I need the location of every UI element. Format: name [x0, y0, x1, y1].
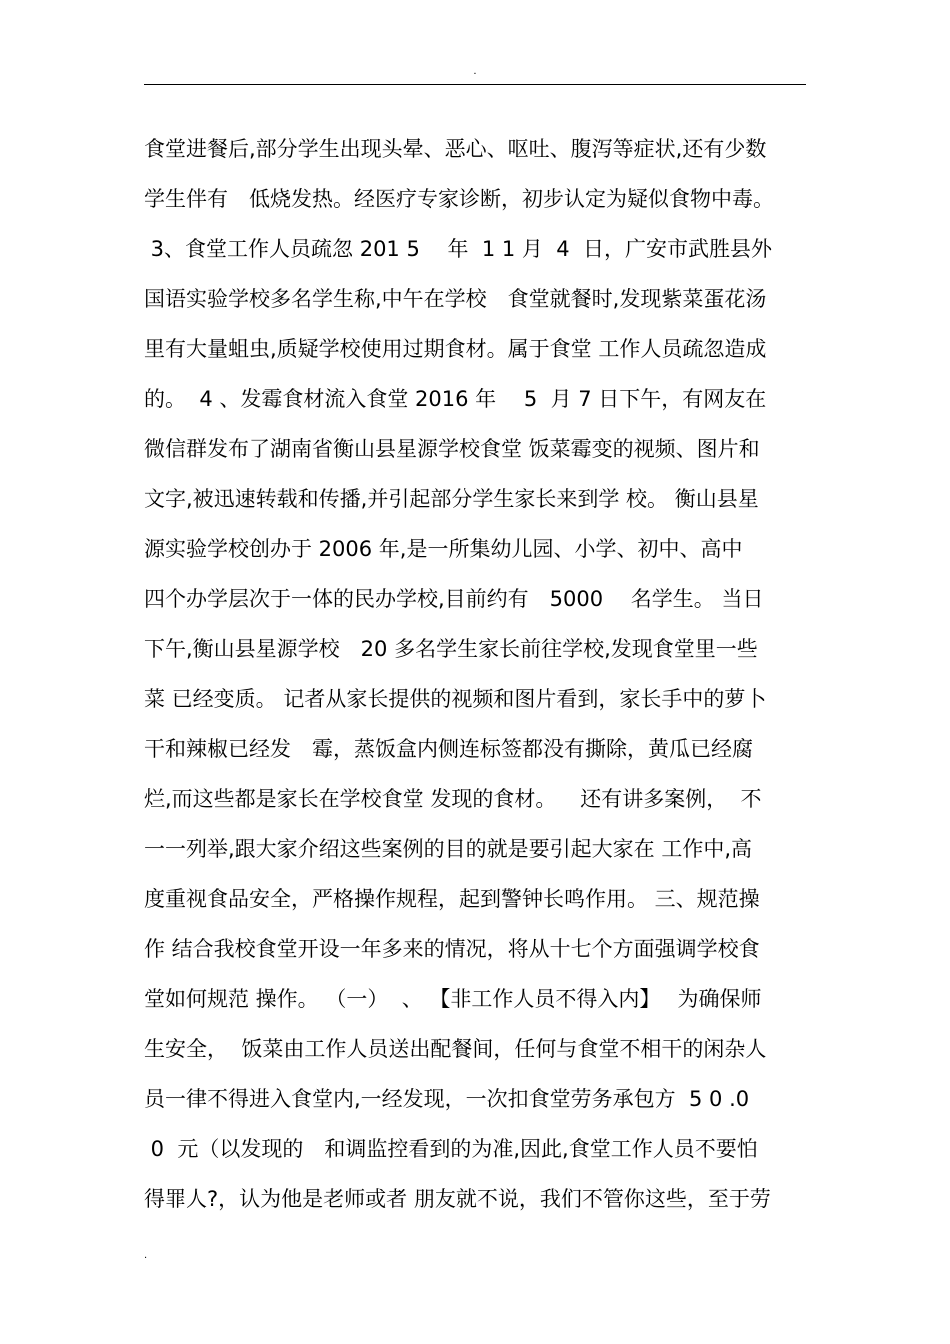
- text-line: 员一律不得进入食堂内,一经发现，一次扣食堂劳务承包方 5 0 .0: [144, 1087, 750, 1111]
- text-line: 烂,而这些都是家长在学校食堂 发现的食材。 还有讲多案例， 不: [144, 787, 762, 811]
- text-line: 下午,衡山县星源学校 20 多名学生家长前往学校,发现食堂里一些: [144, 637, 758, 661]
- text-line: 文字,被迅速转载和传播,并引起部分学生家长来到学 校。 衡山县星: [144, 487, 759, 511]
- text-line: 一一列举,跟大家介绍这些案例的目的就是要引起大家在 工作中,高: [144, 837, 753, 861]
- document-body: [144, 124, 844, 1224]
- text-line: 四个办学层次于一体的民办学校,目前约有 5000 名学生。 当日: [144, 587, 764, 611]
- text-line: 学生伴有 低烧发热。经医疗专家诊断，初步认定为疑似食物中毒。: [144, 187, 774, 211]
- page-header-mark: .: [473, 66, 477, 77]
- text-line: 的。 4 、发霉食材流入食堂 2016 年 5 月 7 日下午，有网友在: [144, 387, 767, 411]
- text-line: 微信群发布了湖南省衡山县星源学校食堂 饭菜霉变的视频、图片和: [144, 437, 760, 461]
- text-line: 菜 已经变质。 记者从家长提供的视频和图片看到，家长手中的萝卜: [144, 687, 767, 711]
- text-line: 堂如何规范 操作。 （一） 、 【非工作人员不得入内】 为确保师: [144, 987, 762, 1011]
- text-line: 干和辣椒已经发 霉，蒸饭盒内侧连标签都没有撕除，黄瓜已经腐: [144, 737, 753, 761]
- text-line: 国语实验学校多名学生称,中午在学校 食堂就餐时,发现紫菜蛋花汤: [144, 287, 767, 311]
- text-line: 3、食堂工作人员疏忽 201 5 年 1 1 月 4 日，广安市武胜县外: [144, 237, 772, 261]
- text-line: 度重视食品安全，严格操作规程，起到警钟长鸣作用。 三、规范操: [144, 887, 760, 911]
- text-line: 生安全， 饭菜由工作人员送出配餐间，任何与食堂不相干的闲杂人: [144, 1037, 767, 1061]
- text-line: 食堂进餐后,部分学生出现头晕、恶心、呕吐、腹泻等症状,还有少数: [144, 137, 767, 161]
- text-line: 里有大量蛆虫,质疑学校使用过期食材。属于食堂 工作人员疏忽造成: [144, 337, 767, 361]
- text-line: 源实验学校创办于 2006 年,是一所集幼儿园、小学、初中、高中: [144, 537, 743, 561]
- page-footer-mark: .: [144, 1250, 148, 1261]
- text-line: 作 结合我校食堂开设一年多来的情况，将从十七个方面强调学校食: [144, 937, 760, 961]
- text-line: 0 元（以发现的 和调监控看到的为准,因此,食堂工作人员不要怕: [144, 1137, 758, 1161]
- header-rule: [144, 84, 806, 85]
- text-line: 得罪人?，认为他是老师或者 朋友就不说，我们不管你这些，至于劳: [144, 1187, 771, 1211]
